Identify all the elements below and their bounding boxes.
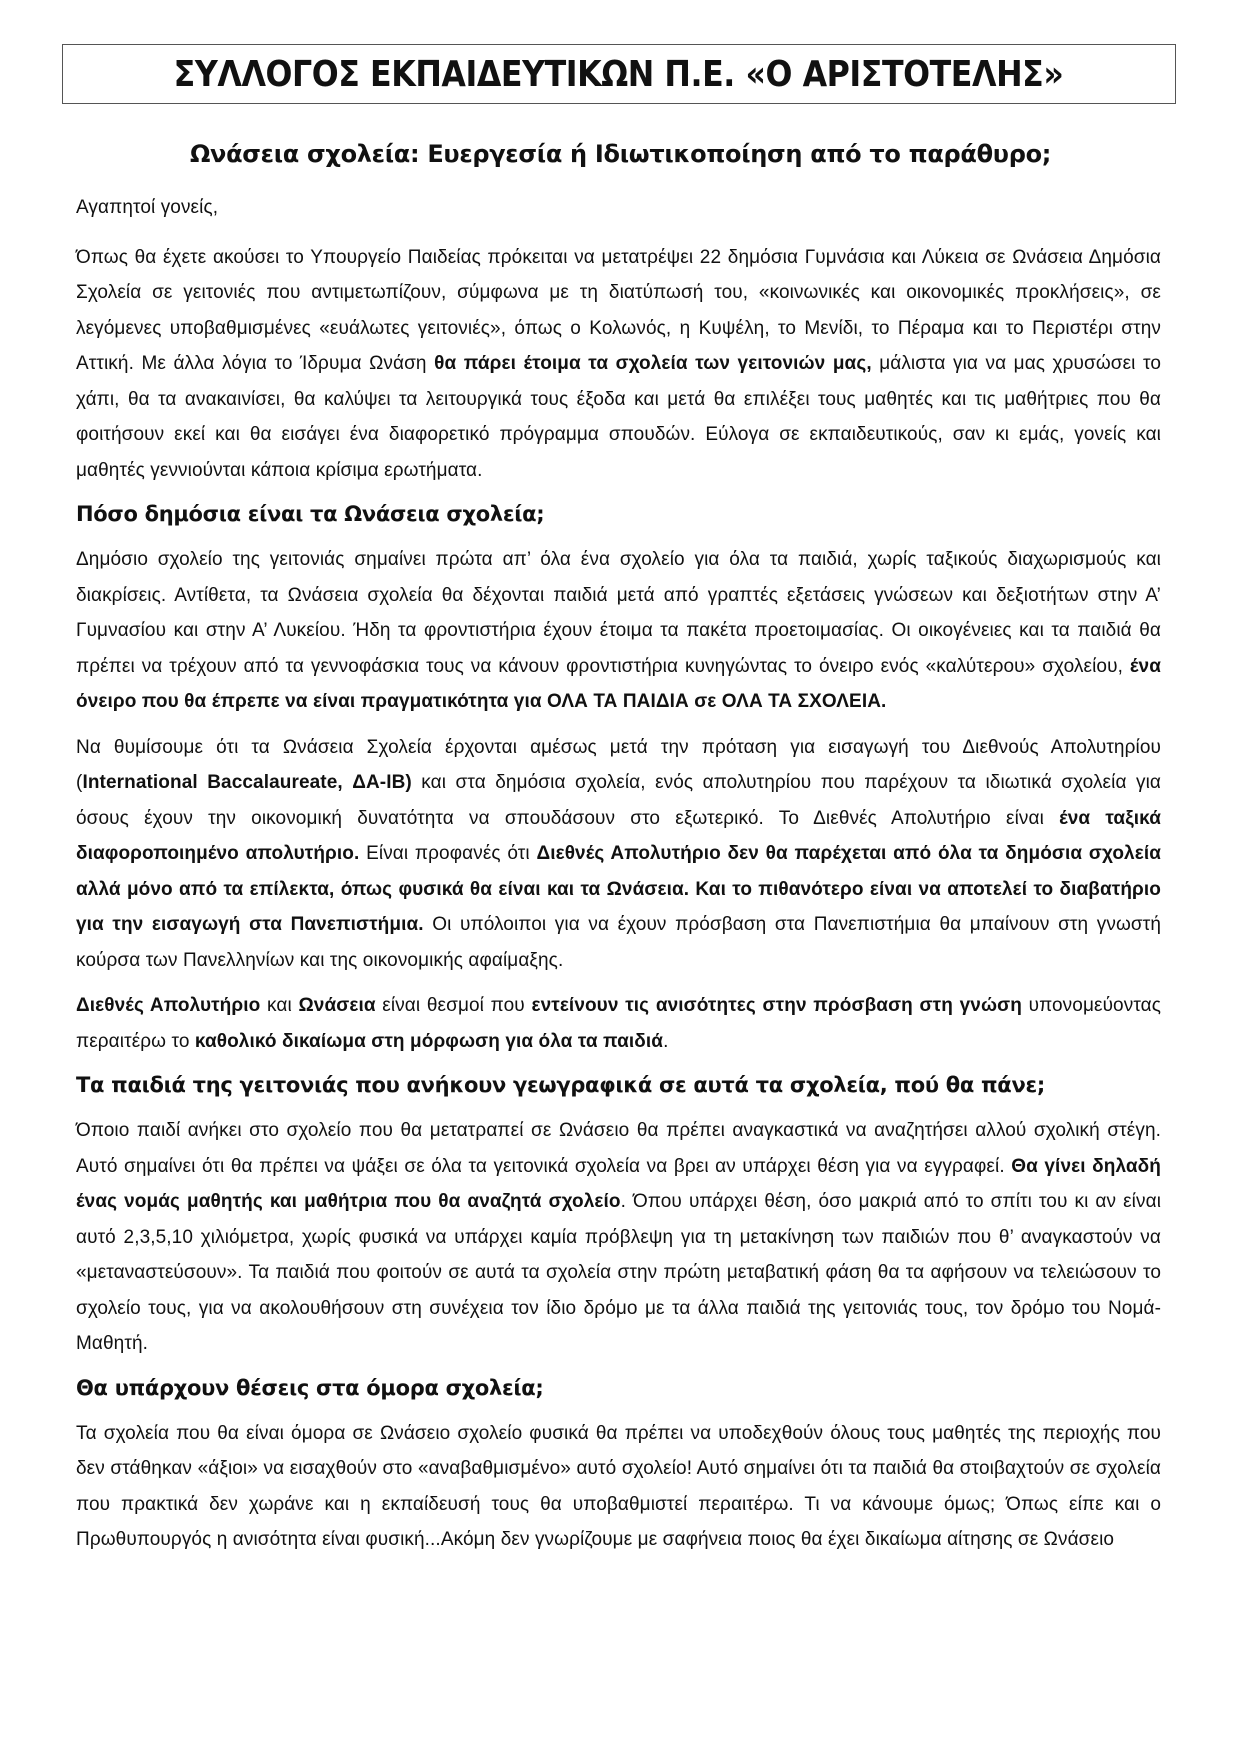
section3-paragraph-1: Τα σχολεία που θα είναι όμορα σε Ωνάσειο σχολείο φυσικά θα πρέπει να υποδεχθούν όλους τους μαθητές της περιοχής που δεν στάθηκαν «άξιοι» να εισαχθούν στο «αναβαθμισμένο» αυτό σχολείο! Αυτό σημαίνει ότι τα παιδιά θα στοιβαχτούν σε σχολεία που πρακτικά δεν χωράνε και η εκπαίδευσή τους θα υποβαθμιστεί περαιτέρω. Τι να κάνουμε όμως; Όπως είπε και ο Πρωθυπουργός η ανισότητα είναι φυσική...Ακόμη δεν γνωρίζουμε με σαφήνεια ποιος θα έχει δικαίωμα αίτησης σε Ωνάσειο — [76, 1422, 1161, 1550]
text-run: . — [663, 1030, 669, 1052]
text-run: Όποιο παιδί ανήκει στο σχολείο που θα μετατραπεί σε Ωνάσειο θα πρέπει αναγκαστικά να αναζητήσει αλλού σχολική στέγη. Αυτό σημαίνει ότι θα πρέπει να ψάξει σε όλα τα γειτονικά σχολεία να βρει αν υπάρχει θέση για να εγγραφεί. — [76, 1120, 1161, 1177]
bold-text-run: Διεθνές Απολυτήριο δεν θα παρέχεται από όλα τα δημόσια σχολεία αλλά μόνο από τα επίλεκτα, όπως φυσικά θα είναι και τα Ωνάσεια. Και το πιθανότερο είναι να αποτελεί το διαβατήριο για την εισαγωγή στα Πανεπιστήμια. — [76, 843, 1162, 935]
bold-text-run: ένα ταξικά διαφοροποιημένο απολυτήριο. — [76, 807, 1161, 864]
association-header-box — [62, 44, 1176, 104]
section-heading-neighborhood-children: Τα παιδιά της γειτονιάς που ανήκουν γεωγραφικά σε αυτά τα σχολεία, πού θα πάνε; — [76, 1073, 1045, 1097]
section-heading-public: Πόσο δημόσια είναι τα Ωνάσεια σχολεία; — [76, 502, 545, 526]
section1-paragraph-1 — [76, 542, 1161, 720]
document-title: Ωνάσεια σχολεία: Ευεργεσία ή Ιδιωτικοποίηση από το παράθυρο; — [189, 140, 1052, 168]
text-run: είναι θεσμοί που — [375, 995, 532, 1016]
salutation: Αγαπητοί γονείς, — [76, 197, 219, 218]
bold-text-run: International Baccalaureate, ΔΑ-ΙΒ) — [82, 772, 412, 793]
bold-text-run: Θα γίνει δηλαδή ένας νομάς μαθητής και μαθήτρια που θα αναζητά σχολείο — [76, 1155, 1161, 1212]
text-run: Οι υπόλοιποι για να έχουν πρόσβαση στα Πανεπιστήμια θα μπαίνουν στη γνωστή κούρσα των Πανελληνίων και της οικονομικής αφαίμαξης. — [76, 914, 1162, 971]
section-heading-neighboring-schools: Θα υπάρχουν θέσεις στα όμορα σχολεία; — [76, 1375, 544, 1400]
document-body — [76, 190, 1161, 1568]
text-run: . Όπου υπάρχει θέση, όσο μακριά από το σπίτι του κι αν είναι αυτό 2,3,5,10 χιλιόμετρα, χωρίς φυσικά να υπάρχει καμία πρόβλεψη για τη μετακίνηση των παιδιών που θ’ αναγκαστούν να «μεταναστεύσουν». Τα παιδιά που φοιτούν σε αυτά τα σχολεία στην πρώτη μεταβατική φάση θα τα αφήσουν να τελειώσουν το σχολείο τους, για να ακολουθήσουν στη συνέχεια τον ίδιο δρόμο με τα άλλα παιδιά της γειτονιάς τους, τον δρόμο του Νομά-Μαθητή. — [76, 1191, 1162, 1354]
text-run: υπονομεύοντας περαιτέρω το — [76, 995, 1162, 1052]
text-run: Είναι προφανές ότι — [359, 843, 537, 864]
bold-text-run: θα πάρει έτοιμα τα σχολεία των γειτονιών μας, — [434, 353, 872, 374]
bold-text-run: Διεθνές Απολυτήριο — [76, 995, 261, 1016]
association-name: ΣΥΛΛΟΓΟΣ ΕΚΠΑΙΔΕΥΤΙΚΩΝ Π.Ε. «Ο ΑΡΙΣΤΟΤΕΛΗΣ» — [174, 53, 1064, 95]
intro-paragraph — [76, 240, 1161, 489]
bold-text-run: ένα όνειρο που θα έπρεπε να είναι πραγματικότητα για ΟΛΑ ΤΑ ΠΑΙΔΙΑ σε ΟΛΑ ΤΑ ΣΧΟΛΕΙΑ. — [76, 655, 1161, 712]
text-run: και στα δημόσια σχολεία, ενός απολυτηρίου που παρέχουν τα ιδιωτικά σχολεία για όσους έχουν την οικονομική δυνατότητα να σπουδάσουν στο εξωτερικό. Το Διεθνές Απολυτήριο είναι — [76, 772, 1161, 829]
text-run: Να θυμίσουμε ότι τα Ωνάσεια Σχολεία έρχονται αμέσως μετά την πρόταση για εισαγωγή του Διεθνούς Απολυτηρίου ( — [76, 736, 1161, 793]
text-run: Όπως θα έχετε ακούσει το Υπουργείο Παιδείας πρόκειται να μετατρέψει 22 δημόσια Γυμνάσια και Λύκεια σε Ωνάσεια Δημόσια Σχολεία σε γειτονιές που αντιμετωπίζουν, σύμφωνα με τη διατύπωσή του, «κοινωνικές και οικονομικές προκλήσεις», σε λεγόμενες υποβαθμισμένες «ευάλωτες γειτονιές», όπως ο Κολωνός, η Κυψέλη, το Μενίδι, το Πέραμα και το Περιστέρι στην Αττική. Με άλλα λόγια το Ίδρυμα Ωνάση — [76, 246, 1161, 374]
section2-paragraph-1 — [76, 1113, 1161, 1362]
section1-paragraph-2 — [76, 730, 1161, 979]
bold-text-run: Ωνάσεια — [298, 995, 376, 1016]
text-run: μάλιστα για να μας χρυσώσει το χάπι, θα τα ανακαινίσει, θα καλύψει τα λειτουργικά τους έξοδα και μετά θα επιλέξει τους μαθητές και τις μαθήτριες που θα φοιτήσουν εκεί και θα εισάγει ένα διαφορετικό πρόγραμμα σπουδών. Εύλογα σε εκπαιδευτικούς, σαν κι εμάς, γονείς και μαθητές γεννιούνται κάποια κρίσιμα ερωτήματα. — [76, 353, 1162, 481]
bold-text-run: καθολικό δικαίωμα στη μόρφωση για όλα τα παιδιά — [194, 1030, 664, 1052]
text-run: και — [260, 995, 299, 1016]
bold-text-run: εντείνουν τις ανισότητες στην πρόσβαση στη γνώση — [531, 995, 1022, 1016]
section1-paragraph-3 — [76, 988, 1161, 1059]
text-run: Δημόσιο σχολείο της γειτονιάς σημαίνει πρώτα απ’ όλα ένα σχολείο για όλα τα παιδιά, χωρίς ταξικούς διαχωρισμούς και διακρίσεις. Αντίθετα, τα Ωνάσεια σχολεία θα δέχονται παιδιά μετά από γραπτές εξετάσεις γνώσεων και δεξιοτήτων στην Α’ Γυμνασίου και στην Α’ Λυκείου. Ήδη τα φροντιστήρια έχουν έτοιμα τα πακέτα προετοιμασίας. Οι οικογένειες και τα παιδιά θα πρέπει να τρέχουν από τα γεννοφάσκια τους να κάνουν φροντιστήρια κυνηγώντας το όνειρο ενός «καλύτερου» σχολείου, — [76, 549, 1161, 677]
